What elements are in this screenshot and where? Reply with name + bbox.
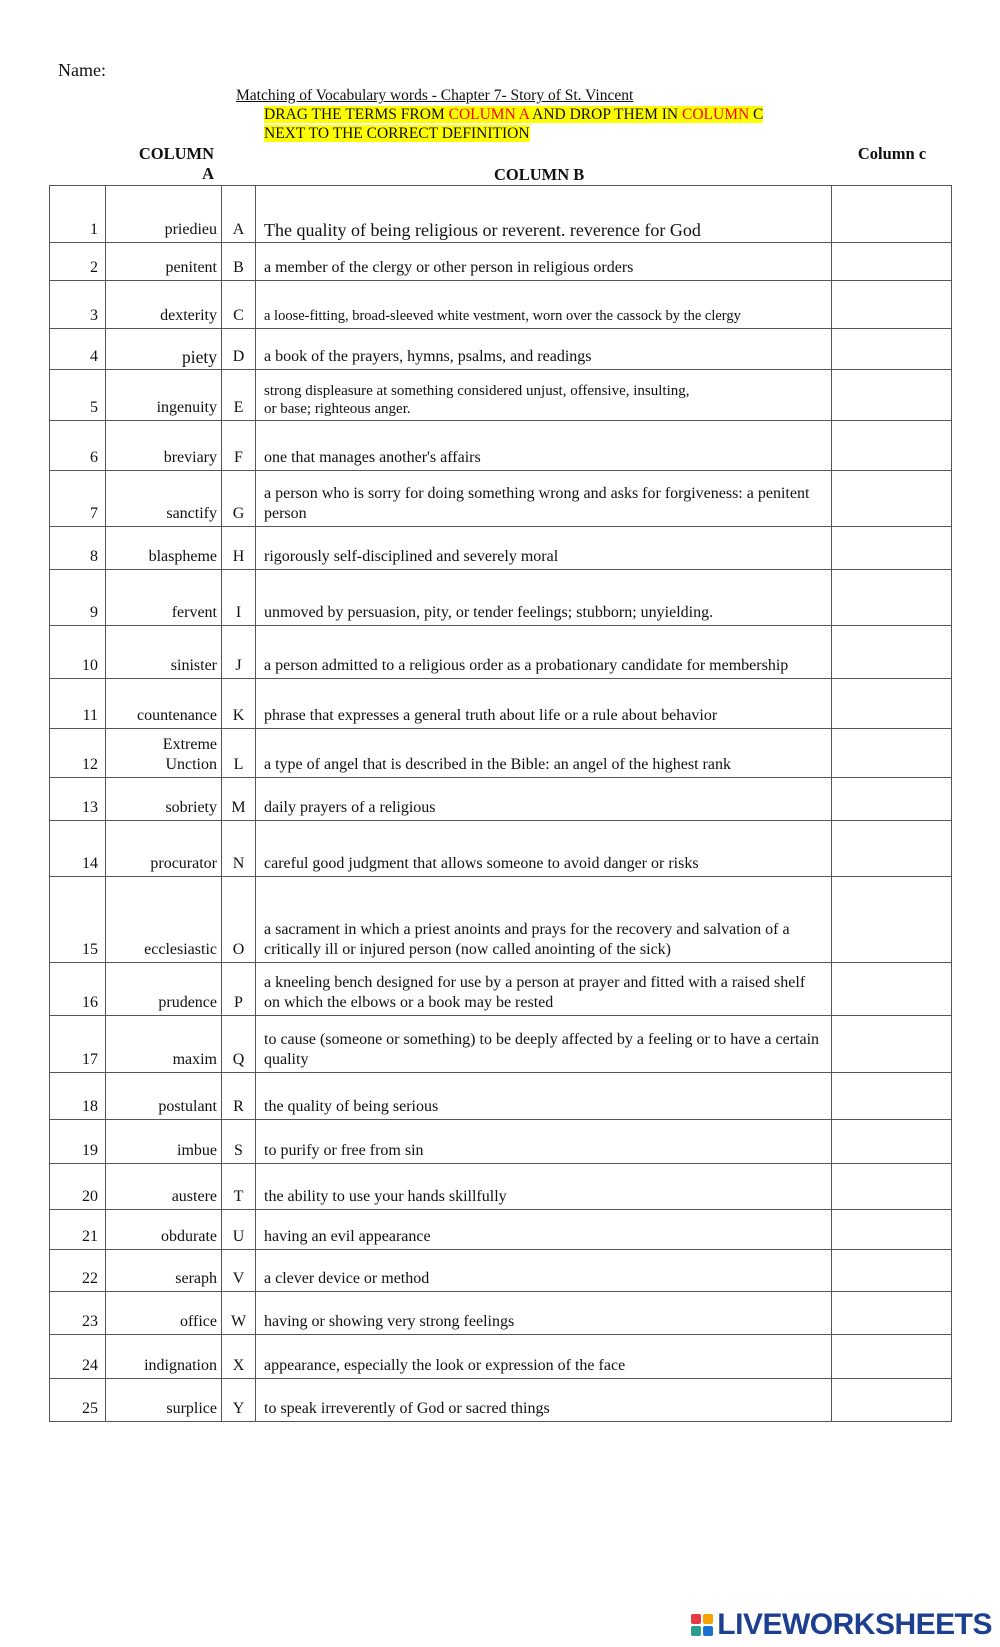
term[interactable]: piety xyxy=(106,329,222,370)
definition: having an evil appearance xyxy=(256,1210,832,1250)
answer-drop-zone[interactable] xyxy=(832,281,952,329)
table-row: 24 indignation X appearance, especially the look or expression of the face xyxy=(50,1335,952,1379)
column-c-heading: Column c xyxy=(857,144,927,163)
answer-drop-zone[interactable] xyxy=(832,570,952,626)
term[interactable]: maxim xyxy=(106,1016,222,1073)
term[interactable]: ecclesiastic xyxy=(106,877,222,963)
term[interactable]: countenance xyxy=(106,679,222,729)
answer-drop-zone[interactable] xyxy=(832,243,952,281)
answer-drop-zone[interactable] xyxy=(832,821,952,877)
answer-drop-zone[interactable] xyxy=(832,329,952,370)
term[interactable]: fervent xyxy=(106,570,222,626)
definition: a person who is sorry for doing something wrong and asks for forgiveness: a penitent person xyxy=(256,471,832,527)
table-row: 12 Extreme Unction L a type of angel that is described in the Bible: an angel of the highest rank xyxy=(50,729,952,778)
table-row: 22 seraph V a clever device or method xyxy=(50,1250,952,1292)
definition: unmoved by persuasion, pity, or tender feelings; stubborn; unyielding. xyxy=(256,570,832,626)
definition: having or showing very strong feelings xyxy=(256,1292,832,1335)
term[interactable]: priedieu xyxy=(106,186,222,243)
instruction-text: DRAG THE TERMS FROM xyxy=(264,106,449,123)
term[interactable]: Extreme Unction xyxy=(106,729,222,778)
definition: the quality of being serious xyxy=(256,1073,832,1120)
table-row: 19 imbue S to purify or free from sin xyxy=(50,1120,952,1164)
term[interactable]: postulant xyxy=(106,1073,222,1120)
term[interactable]: dexterity xyxy=(106,281,222,329)
table-row: 20 austere T the ability to use your hands skillfully xyxy=(50,1164,952,1210)
table-row: 8 blaspheme H rigorously self-disciplined and severely moral xyxy=(50,527,952,570)
definition: rigorously self-disciplined and severely moral xyxy=(256,527,832,570)
term[interactable]: sobriety xyxy=(106,778,222,821)
answer-drop-zone[interactable] xyxy=(832,471,952,527)
definition: one that manages another's affairs xyxy=(256,421,832,471)
table-row: 5 ingenuity E strong displeasure at something considered unjust, offensive, insulting, or base; righteous anger. xyxy=(50,370,952,421)
answer-drop-zone[interactable] xyxy=(832,1379,952,1422)
answer-drop-zone[interactable] xyxy=(832,963,952,1016)
term[interactable]: sanctify xyxy=(106,471,222,527)
instruction-text-3: C xyxy=(749,106,764,123)
name-label: Name: xyxy=(58,60,106,80)
definition: strong displeasure at something considered unjust, offensive, insulting, or base; righteous anger. xyxy=(256,370,832,421)
answer-drop-zone[interactable] xyxy=(832,1250,952,1292)
table-row: 25 surplice Y to speak irreverently of God or sacred things xyxy=(50,1379,952,1422)
liveworksheets-logo-icon xyxy=(691,1614,713,1636)
instruction-line-1 xyxy=(236,105,763,124)
table-row: 18 postulant R the quality of being serious xyxy=(50,1073,952,1120)
term[interactable]: breviary xyxy=(106,421,222,471)
definition: phrase that expresses a general truth about life or a rule about behavior xyxy=(256,679,832,729)
definition: a member of the clergy or other person in religious orders xyxy=(256,243,832,281)
table-row: 11 countenance K phrase that expresses a general truth about life or a rule about behavior xyxy=(50,679,952,729)
table-row: 23 office W having or showing very strong feelings xyxy=(50,1292,952,1335)
definition: The quality of being religious or reverent. reverence for God xyxy=(256,186,832,243)
answer-drop-zone[interactable] xyxy=(832,679,952,729)
definition: a type of angel that is described in the Bible: an angel of the highest rank xyxy=(256,729,832,778)
definition: the ability to use your hands skillfully xyxy=(256,1164,832,1210)
definition: appearance, especially the look or expression of the face xyxy=(256,1335,832,1379)
table-row: 17 maxim Q to cause (someone or something) to be deeply affected by a feeling or to have a certain quality xyxy=(50,1016,952,1073)
vocabulary-table xyxy=(49,185,952,1422)
definition: a kneeling bench designed for use by a person at prayer and fitted with a raised shelf on which the elbows or a book may be rested xyxy=(256,963,832,1016)
answer-drop-zone[interactable] xyxy=(832,186,952,243)
definition: to purify or free from sin xyxy=(256,1120,832,1164)
answer-drop-zone[interactable] xyxy=(832,1292,952,1335)
table-row: 2 penitent B a member of the clergy or other person in religious orders xyxy=(50,243,952,281)
instruction-line-2: NEXT TO THE CORRECT DEFINITION xyxy=(264,125,530,142)
answer-drop-zone[interactable] xyxy=(832,1016,952,1073)
answer-drop-zone[interactable] xyxy=(832,778,952,821)
answer-drop-zone[interactable] xyxy=(832,729,952,778)
liveworksheets-logo[interactable] xyxy=(691,1608,992,1642)
term[interactable]: indignation xyxy=(106,1335,222,1379)
table-row: 1 priedieu A The quality of being religious or reverent. reverence for God xyxy=(50,186,952,243)
table-row: 3 dexterity C a loose-fitting, broad-sleeved white vestment, worn over the cassock by the clergy xyxy=(50,281,952,329)
definition: careful good judgment that allows someone to avoid danger or risks xyxy=(256,821,832,877)
term[interactable]: obdurate xyxy=(106,1210,222,1250)
term[interactable]: blaspheme xyxy=(106,527,222,570)
instruction-column-a: COLUMN A xyxy=(448,106,530,123)
definition: a book of the prayers, hymns, psalms, and readings xyxy=(256,329,832,370)
answer-drop-zone[interactable] xyxy=(832,1073,952,1120)
answer-drop-zone[interactable] xyxy=(832,1210,952,1250)
answer-drop-zone[interactable] xyxy=(832,370,952,421)
definition: to cause (someone or something) to be deeply affected by a feeling or to have a certain quality xyxy=(256,1016,832,1073)
definition: a sacrament in which a priest anoints and prays for the recovery and salvation of a critically ill or injured person (now called anointing of the sick) xyxy=(256,877,832,963)
answer-drop-zone[interactable] xyxy=(832,1120,952,1164)
term[interactable]: surplice xyxy=(106,1379,222,1422)
definition: daily prayers of a religious xyxy=(256,778,832,821)
table-row: 6 breviary F one that manages another's affairs xyxy=(50,421,952,471)
logo-text: LIVEWORKSHEETS xyxy=(717,1608,992,1641)
definition: a clever device or method xyxy=(256,1250,832,1292)
term[interactable]: office xyxy=(106,1292,222,1335)
definition: a loose-fitting, broad-sleeved white vestment, worn over the cassock by the clergy xyxy=(256,281,832,329)
table-row: 10 sinister J a person admitted to a religious order as a probationary candidate for membership xyxy=(50,626,952,679)
instruction-text-2: AND DROP THEM IN xyxy=(529,106,682,123)
table-row: 9 fervent I unmoved by persuasion, pity, or tender feelings; stubborn; unyielding. xyxy=(50,570,952,626)
table-row: 16 prudence P a kneeling bench designed for use by a person at prayer and fitted with a raised shelf on which the elbows or a book may be rested xyxy=(50,963,952,1016)
term[interactable]: sinister xyxy=(106,626,222,679)
answer-drop-zone[interactable] xyxy=(832,1335,952,1379)
term[interactable]: penitent xyxy=(106,243,222,281)
table-row: 13 sobriety M daily prayers of a religious xyxy=(50,778,952,821)
table-row: 21 obdurate U having an evil appearance xyxy=(50,1210,952,1250)
table-row: 4 piety D a book of the prayers, hymns, psalms, and readings xyxy=(50,329,952,370)
column-b-heading: COLUMN B xyxy=(494,165,585,184)
definition: to speak irreverently of God or sacred things xyxy=(256,1379,832,1422)
table-row: 7 sanctify G a person who is sorry for doing something wrong and asks for forgiveness: a penitent person xyxy=(50,471,952,527)
table-row: 14 procurator N careful good judgment that allows someone to avoid danger or risks xyxy=(50,821,952,877)
term[interactable]: austere xyxy=(106,1164,222,1210)
column-a-heading: COLUMN A xyxy=(138,144,214,183)
answer-drop-zone[interactable] xyxy=(832,626,952,679)
answer-drop-zone[interactable] xyxy=(832,421,952,471)
term[interactable]: imbue xyxy=(106,1120,222,1164)
instruction-column-c: COLUMN xyxy=(682,106,750,123)
term[interactable]: procurator xyxy=(106,821,222,877)
answer-drop-zone[interactable] xyxy=(832,527,952,570)
title-block xyxy=(236,86,763,143)
table-row: 15 ecclesiastic O a sacrament in which a priest anoints and prays for the recovery and salvation of a critically ill or injured person (now called anointing of the sick) xyxy=(50,877,952,963)
answer-drop-zone[interactable] xyxy=(832,877,952,963)
term[interactable]: seraph xyxy=(106,1250,222,1292)
term[interactable]: prudence xyxy=(106,963,222,1016)
worksheet-title: Matching of Vocabulary words - Chapter 7- Story of St. Vincent xyxy=(236,87,634,104)
term[interactable]: ingenuity xyxy=(106,370,222,421)
definition: a person admitted to a religious order as a probationary candidate for membership xyxy=(256,626,832,679)
answer-drop-zone[interactable] xyxy=(832,1164,952,1210)
